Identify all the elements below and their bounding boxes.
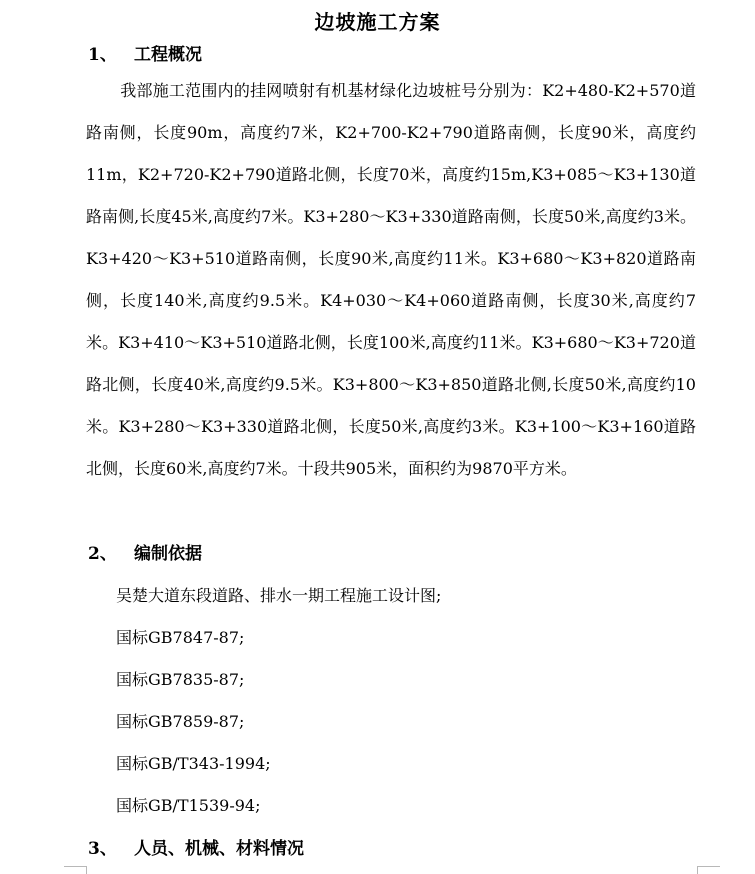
- section-title-3: 人员、机械、材料情况: [134, 839, 304, 859]
- project-overview-text: 我部施工范围内的挂网喷射有机基材绿化边坡桩号分别为：K2+480-K2+570道路南侧，长度90m，高度约7米，K2+700-K2+790道路南侧，长度90米，高度约11m，K2+720-K2+790道路北侧，长度70米，高度约15m,K3+085～K3+130道路南侧,长度45米,高度约7米。K3+280～K3+330道路南侧，长度50米,高度约3米。K3+420～K3+510道路南侧，长度90米,高度约11米。K3+680～K3+820道路南侧，长度140米,高度约9.5米。K4+030～K4+060道路南侧，长度30米,高度约7米。K3+410～K3+510道路北侧，长度100米,高度约11米。K3+680～K3+720道路北侧，长度40米,高度约9.5米。K3+800～K3+850道路北侧,长度50米,高度约10米。K3+280～K3+330道路北侧，长度50米,高度约3米。K3+100～K3+160道路北侧，长度60米,高度约7米。十段共905米，面积约为9870平方米。: [86, 81, 696, 478]
- project-overview-paragraph: [86, 70, 696, 490]
- section-heading-3: [88, 836, 304, 862]
- section-title-1: 工程概况: [134, 45, 202, 65]
- list-item: 国标GB7859-87;: [116, 712, 245, 731]
- section-heading-1: [88, 42, 202, 68]
- compilation-basis-list: [116, 578, 441, 830]
- list-item: 国标GB/T343-1994;: [116, 754, 271, 773]
- section-title-2: 编制依据: [134, 544, 202, 564]
- section-number-3: 3、: [88, 839, 117, 859]
- section-heading-2: [88, 541, 202, 567]
- document-title: 边坡施工方案: [314, 10, 441, 34]
- list-item: 国标GB7847-87;: [116, 628, 245, 647]
- list-item: 国标GB7835-87;: [116, 670, 245, 689]
- section-number-1: 1、: [88, 45, 117, 65]
- list-item: 国标GB/T1539-94;: [116, 796, 261, 815]
- list-item: 吴楚大道东段道路、排水一期工程施工设计图;: [116, 586, 442, 605]
- section-number-2: 2、: [88, 544, 117, 564]
